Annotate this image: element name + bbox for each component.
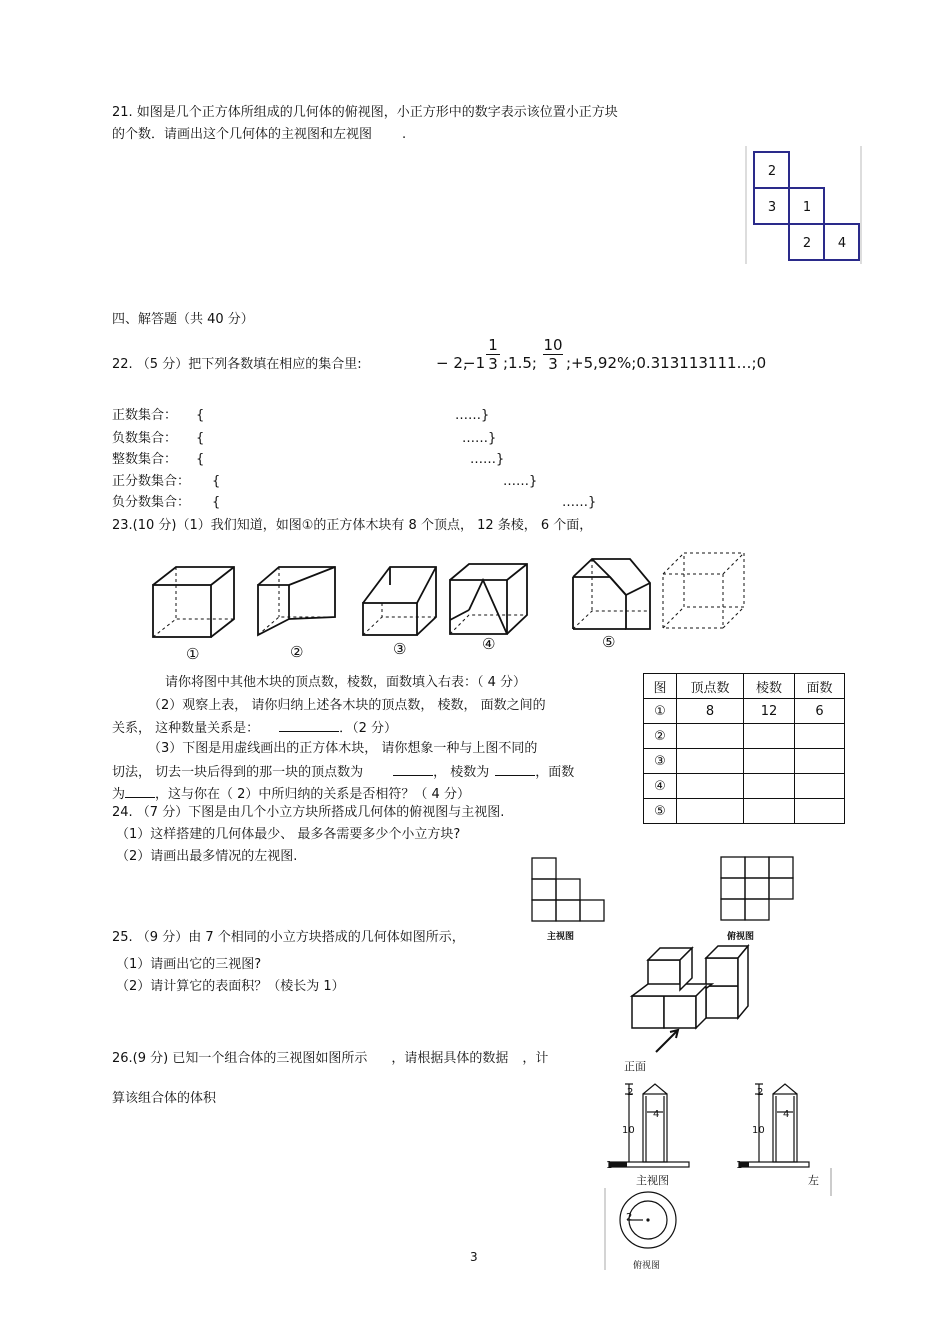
table-cell: ②	[644, 724, 677, 749]
table-cell[interactable]	[795, 799, 845, 824]
frac1-numerator: 1	[488, 336, 498, 354]
dimension-label: 10	[752, 1125, 765, 1136]
dimension-label: 2	[757, 1087, 764, 1098]
set-close: ……}	[455, 408, 490, 423]
set-label: 整数集合：	[112, 452, 178, 467]
solid-2-prism-figure	[255, 563, 345, 643]
solid-5-bevel-cube-figure	[570, 555, 660, 635]
q26-intro-c: ，计	[522, 1051, 549, 1066]
q23-p3c	[112, 784, 470, 804]
grid-number: 2	[767, 164, 777, 179]
q26-left-caption: 左	[808, 1174, 819, 1187]
q22-neg2: − 2,	[436, 354, 468, 372]
q23-p3b-text1: 切法， 切去一块后得到的那一块的顶点数为	[112, 765, 364, 780]
q24-top-caption: 俯视图	[727, 932, 755, 942]
q21-line2-text: 的个数．请画出这个几何体的主视图和左视图	[112, 127, 373, 142]
table-cell[interactable]	[744, 724, 795, 749]
table-cell[interactable]	[677, 724, 744, 749]
table-header: 顶点数	[677, 674, 744, 699]
frac2-denominator: 3	[543, 354, 563, 373]
q24-top-view-figure	[719, 855, 799, 923]
set-close: ……}	[562, 495, 597, 510]
dimension-label: 10	[622, 1125, 635, 1136]
q21-line1: 21. 如图是几个正方体所组成的几何体的俯视图，小正方形中的数字表示该位置小正方块	[112, 105, 618, 120]
grid-number: 1	[802, 200, 812, 215]
table-cell[interactable]	[744, 749, 795, 774]
q26-intro-a: 26.(9 分) 已知一个组合体的三视图如图所示	[112, 1051, 368, 1066]
table-cell: ①	[644, 699, 677, 724]
q23-p3b-text2: ， 棱数为	[433, 765, 490, 780]
fraction-ten-thirds	[543, 336, 563, 373]
table-header: 图	[644, 674, 677, 699]
q22-tail: ;+5,92%;0.313113111…;0	[566, 354, 767, 372]
frac1-denominator: 3	[486, 354, 500, 373]
table-header-row	[644, 674, 845, 699]
table-header: 棱数	[744, 674, 795, 699]
dimension-label: 2	[627, 1087, 634, 1098]
table-row	[644, 699, 845, 724]
q24-front-caption: 主视图	[547, 932, 575, 942]
table-cell: 6	[795, 699, 845, 724]
set-label: 负数集合：	[112, 431, 178, 446]
grid-number: 2	[802, 236, 812, 251]
circled-label: ⑤	[602, 633, 616, 651]
q22-neg1: −1	[463, 354, 486, 372]
q23-p3a: （3）下图是用虚线画出的正方体木块， 请你想象一种与上图不同的	[148, 741, 538, 756]
set-close: ……}	[462, 431, 497, 446]
q26-intro	[112, 1050, 548, 1068]
table-cell[interactable]	[795, 749, 845, 774]
set-open: {	[196, 452, 205, 467]
set-open: {	[196, 431, 205, 446]
dimension-label: 1	[606, 1160, 613, 1171]
q24-intro: 24. （7 分）下图是由几个小立方块所搭成几何体的俯视图与主视图.	[112, 805, 505, 820]
table-cell[interactable]	[677, 749, 744, 774]
set-close: ……}	[503, 474, 538, 489]
set-open: {	[212, 474, 221, 489]
table-header: 面数	[795, 674, 845, 699]
page-number: 3	[470, 1250, 478, 1264]
q25-cube-stack-figure	[628, 940, 768, 1060]
dimension-label: 1	[736, 1160, 743, 1171]
q21-top-view-grid	[745, 146, 865, 266]
q23-p2a: （2）观察上表， 请你归纳上述各木块的顶点数， 棱数， 面数之间的	[148, 698, 546, 713]
dimension-label: 4	[653, 1109, 660, 1120]
dimension-label: 4	[783, 1109, 790, 1120]
table-row	[644, 724, 845, 749]
table-cell[interactable]	[744, 799, 795, 824]
frac2-numerator: 10	[543, 336, 563, 354]
q25-s2: （2）请计算它的表面积？（棱长为 1）	[116, 979, 345, 994]
q26-intro-b: ，请根据具体的数据	[391, 1051, 509, 1066]
table-cell: 12	[744, 699, 795, 724]
solid-4-corner-cut-figure	[447, 560, 537, 640]
circled-label: ②	[290, 643, 304, 661]
q22-mid: ;1.5;	[503, 354, 537, 372]
q23-p2b-end: ．（2 分）	[339, 721, 398, 736]
q22-intro: 22. （5 分）把下列各数填在相应的集合里:	[112, 357, 362, 372]
answer-table	[643, 673, 845, 824]
q23-p2b	[112, 718, 397, 738]
table-cell[interactable]	[795, 724, 845, 749]
fraction-one-third	[486, 336, 500, 373]
q26-left-view-figure	[735, 1080, 825, 1170]
set-label: 正分数集合：	[112, 474, 191, 489]
q23-p3b-text3: ，面数	[535, 765, 575, 780]
q21-line2	[112, 126, 406, 144]
q24-s2: （2）请画出最多情况的左视图.	[116, 849, 298, 864]
section-heading: 四、解答题（共 40 分）	[112, 312, 254, 327]
answer-blank[interactable]	[125, 784, 155, 798]
solid-3-cut-cube-figure	[360, 563, 450, 643]
q23-intro: 23.(10 分)（1）我们知道，如图①的正方体木块有 8 个顶点， 12 条棱， 6 个面，	[112, 518, 593, 533]
answer-blank[interactable]	[393, 762, 433, 776]
q23-p3b	[112, 762, 574, 782]
q24-front-view-figure	[530, 856, 610, 924]
q23-p2b-text: 关系， 这种数量关系是：	[112, 721, 260, 736]
grid-number: 4	[837, 236, 847, 251]
table-cell[interactable]	[677, 774, 744, 799]
q26-front-view-figure	[605, 1080, 695, 1170]
set-label: 正数集合：	[112, 408, 178, 423]
table-cell[interactable]	[795, 774, 845, 799]
q25-s1: （1）请画出它的三视图?	[116, 957, 262, 972]
dashed-cube-figure	[660, 550, 750, 630]
q26-front-caption: 主视图	[636, 1174, 669, 1187]
circled-label: ①	[186, 645, 200, 663]
set-open: {	[212, 495, 221, 510]
q23-p3c-text1: 为	[112, 787, 126, 802]
q26-top-caption: 俯视图	[633, 1261, 661, 1271]
q24-s1: （1）这样搭建的几何体最少、 最多各需要多少个小立方块?	[116, 827, 461, 842]
q21-line2-end: .	[402, 127, 407, 142]
dimension-label: 2	[626, 1212, 633, 1223]
table-row	[644, 799, 845, 824]
set-label: 负分数集合：	[112, 495, 191, 510]
circled-label: ④	[482, 635, 496, 653]
table-cell: 8	[677, 699, 744, 724]
divider-line	[830, 1168, 834, 1198]
table-cell: ④	[644, 774, 677, 799]
grid-number: 3	[767, 200, 777, 215]
table-cell: ③	[644, 749, 677, 774]
table-row	[644, 774, 845, 799]
set-open: {	[196, 408, 205, 423]
answer-blank[interactable]	[279, 718, 339, 732]
table-cell[interactable]	[677, 799, 744, 824]
answer-blank[interactable]	[495, 762, 535, 776]
solid-1-cube-figure	[150, 563, 240, 643]
q23-p3c-text2: ，这与你在（ 2）中所归纳的关系是否相符？（ 4 分）	[155, 787, 470, 802]
q26-top-view-figure	[613, 1188, 683, 1258]
circled-label: ③	[393, 640, 407, 658]
table-cell: ⑤	[644, 799, 677, 824]
q26-fig-title: 正面	[624, 1060, 646, 1073]
table-row	[644, 749, 845, 774]
q25-intro: 25. （9 分）由 7 个相同的小立方块搭成的几何体如图所示，	[112, 930, 465, 945]
q23-p1: 请你将图中其他木块的顶点数，棱数，面数填入右表：（ 4 分）	[165, 675, 527, 690]
set-close: ……}	[470, 452, 505, 467]
q26-line2: 算该组合体的体积	[112, 1091, 217, 1106]
table-cell[interactable]	[744, 774, 795, 799]
